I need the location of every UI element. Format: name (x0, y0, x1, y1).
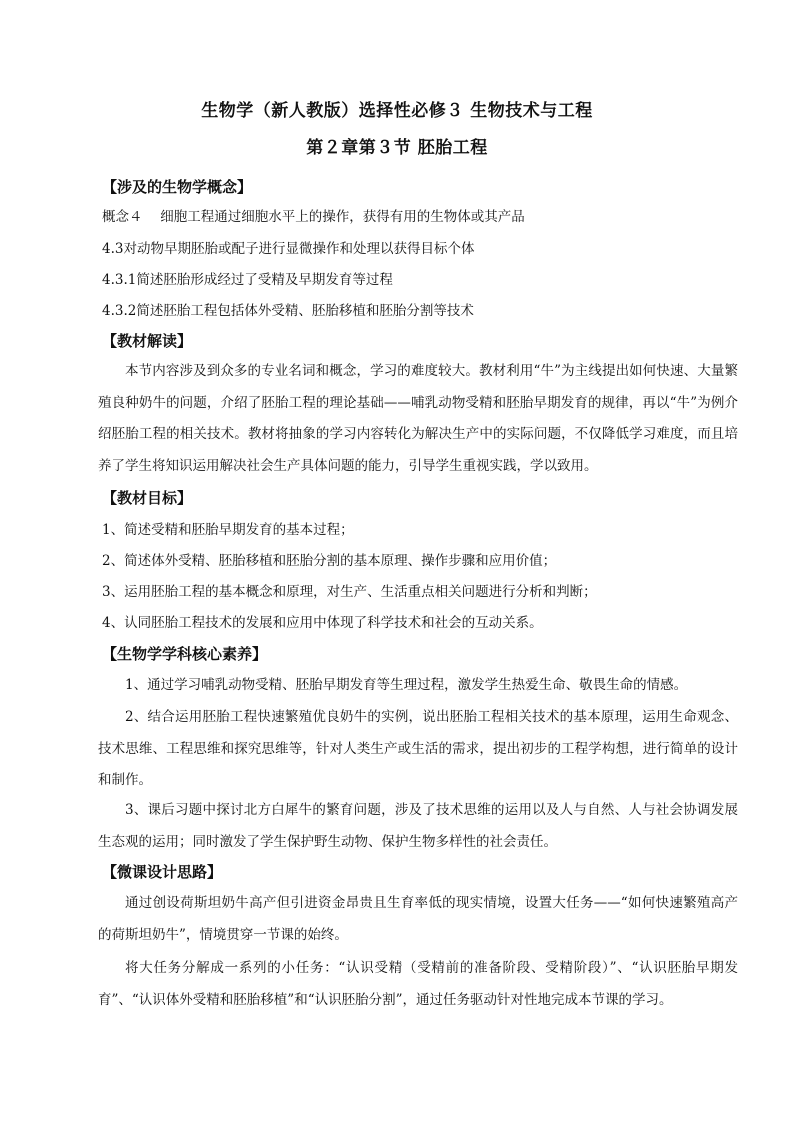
concept-line: 4.3对动物早期胚胎或配子进行显微操作和处理以获得目标个体 (102, 241, 475, 257)
literacy-paragraph: 3、课后习题中探讨北方白犀牛的繁育问题，涉及了技术思维的运用以及人与自然、人与社会协调发展生态观的运用；同时激发了学生保护野生动物、保护生物多样性的社会责任。 (98, 802, 738, 850)
goal-line: 2、简述体外受精、胚胎移植和胚胎分割的基本原理、操作步骤和应用价值； (102, 553, 557, 569)
concepts-heading: 【涉及的生物学概念】 (102, 178, 253, 196)
concept-line: 4.3.1简述胚胎形成经过了受精及早期发育等过程 (102, 272, 393, 288)
design-heading: 【微课设计思路】 (102, 863, 223, 881)
goal-line: 1、简述受精和胚胎早期发育的基本过程； (102, 522, 354, 538)
section-title: 第２章第３节 胚胎工程 (306, 138, 488, 158)
design-paragraph: 通过创设荷斯坦奶牛高产但引进资金昂贵且生育率低的现实情境，设置大任务——“如何快速繁殖高产的荷斯坦奶牛”，情境贯穿一节课的始终。 (98, 895, 738, 943)
interpretation-paragraph: 本节内容涉及到众多的专业名词和概念，学习的难度较大。教材利用“牛”为主线提出如何快速、大量繁殖良种奶牛的问题，介绍了胚胎工程的理论基础——哺乳动物受精和胚胎早期发育的规律，再以“牛”为例介绍胚胎工程的相关技术。教材将抽象的学习内容转化为解决生产中的实际问题，不仅降低学习难度，而且培养了学生将知识运用解决社会生产具体问题的能力，引导学生重视实践，学以致用。 (98, 363, 738, 474)
goals-heading: 【教材目标】 (102, 489, 193, 507)
literacy-paragraph: 2、结合运用胚胎工程快速繁殖优良奶牛的实例，说出胚胎工程相关技术的基本原理，运用生命观念、技术思维、工程思维和探究思维等，针对人类生产或生活的需求，提出初步的工程学构想，进行简单的设计和制作。 (98, 709, 738, 788)
literacy-heading: 【生物学学科核心素养】 (102, 645, 268, 663)
goal-line: 3、运用胚胎工程的基本概念和原理，对生产、生活重点相关问题进行分析和判断； (102, 584, 597, 600)
concept-line: 4.3.2简述胚胎工程包括体外受精、胚胎移植和胚胎分割等技术 (102, 303, 474, 319)
goal-line: 4、认同胚胎工程技术的发展和应用中体现了科学技术和社会的互动关系。 (102, 615, 543, 631)
concept-line: 概念４ 细胞工程通过细胞水平上的操作，获得有用的生物体或其产品 (102, 209, 525, 225)
document-title: 生物学（新人教版）选择性必修３ 生物技术与工程 (201, 101, 593, 121)
interpretation-heading: 【教材解读】 (102, 332, 193, 350)
design-paragraph: 将大任务分解成一系列的小任务：“认识受精（受精前的准备阶段、受精阶段）”、“认识胚胎早期发育”、“认识体外受精和胚胎移植”和“认识胚胎分割”，通过任务驱动针对性地完成本节课的学习。 (98, 960, 738, 1008)
literacy-paragraph: 1、通过学习哺乳动物受精、胚胎早期发育等生理过程，激发学生热爱生命、敬畏生命的情感。 (125, 677, 688, 693)
